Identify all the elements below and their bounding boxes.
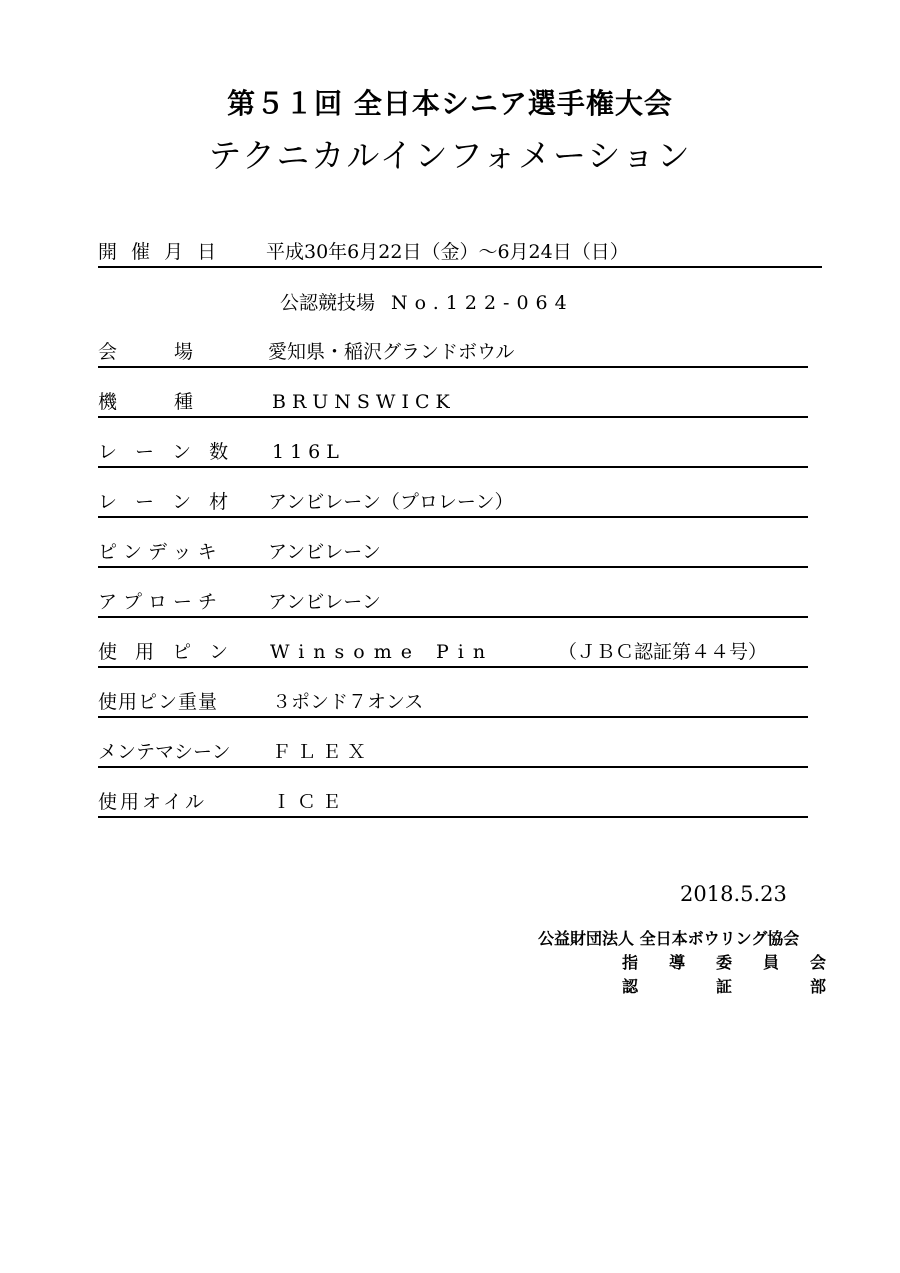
- department-char: 認: [622, 977, 639, 996]
- row-label: 会 場: [98, 341, 194, 363]
- row-value: 愛知県・稲沢グランドボウル: [268, 341, 515, 363]
- info-row-maintenance-machine: [98, 740, 808, 768]
- committee-char: 委: [715, 953, 732, 972]
- row-label: 開 催 月 日: [98, 241, 221, 263]
- row-label: 機 種: [98, 391, 194, 413]
- department-char: 証: [715, 977, 732, 996]
- row-label: 使用ピン重量: [98, 691, 219, 713]
- committee-char: 指: [622, 953, 639, 972]
- department-char: 部: [809, 977, 826, 996]
- info-row-dates: [98, 240, 822, 268]
- row-value: 平成30年6月22日（金）～6月24日（日）: [266, 241, 629, 263]
- issue-date: 2018.5.23: [680, 882, 787, 906]
- row-value: アンビレーン: [268, 541, 381, 563]
- certification-number: No.122-064: [391, 292, 574, 314]
- committee-char: 会: [809, 953, 826, 972]
- row-label: アプローチ: [98, 591, 224, 613]
- organization-name: 公益財団法人 全日本ボウリング協会: [538, 929, 800, 948]
- row-value: ＩＣＥ: [272, 791, 348, 813]
- info-row-approach: [98, 590, 808, 618]
- info-row-lane-count: [98, 440, 808, 468]
- row-label: メンテマシーン: [98, 741, 231, 763]
- certification-label: 公認競技場: [280, 292, 376, 314]
- info-row-oil: [98, 790, 808, 818]
- info-row-pin-deck: [98, 540, 808, 568]
- committee-name: [622, 950, 826, 973]
- certification-line: [280, 288, 574, 315]
- row-value: 116L: [272, 441, 345, 463]
- row-value: アンビレーン: [268, 591, 381, 613]
- row-label: レ ー ン 数: [98, 441, 235, 463]
- info-row-lane-material: [98, 490, 808, 518]
- row-label: 使用オイル: [98, 791, 208, 813]
- info-row-pins: [98, 640, 808, 668]
- row-label: レ ー ン 材: [98, 491, 235, 513]
- row-value: BRUNSWICK: [272, 391, 456, 413]
- row-note: （ＪＢＣ認証第４４号）: [558, 641, 768, 663]
- row-value: Winsome Pin: [270, 641, 495, 663]
- committee-char: 員: [762, 953, 779, 972]
- info-row-machine: [98, 390, 808, 418]
- committee-char: 導: [668, 953, 685, 972]
- department-name: [622, 974, 826, 997]
- row-value: ＦＬＥＸ: [272, 741, 373, 763]
- row-value: ３ポンド７オンス: [272, 691, 424, 713]
- document-title: 第５１回 全日本シニア選手権大会: [227, 87, 673, 120]
- row-value: アンビレーン（プロレーン）: [268, 491, 514, 513]
- row-label: ピンデッキ: [98, 541, 223, 563]
- info-row-pin-weight: [98, 690, 808, 718]
- row-label: 使 用 ピ ン: [98, 641, 235, 663]
- document-subtitle: テクニカルインフォメーション: [208, 136, 692, 175]
- info-row-venue: [98, 340, 808, 368]
